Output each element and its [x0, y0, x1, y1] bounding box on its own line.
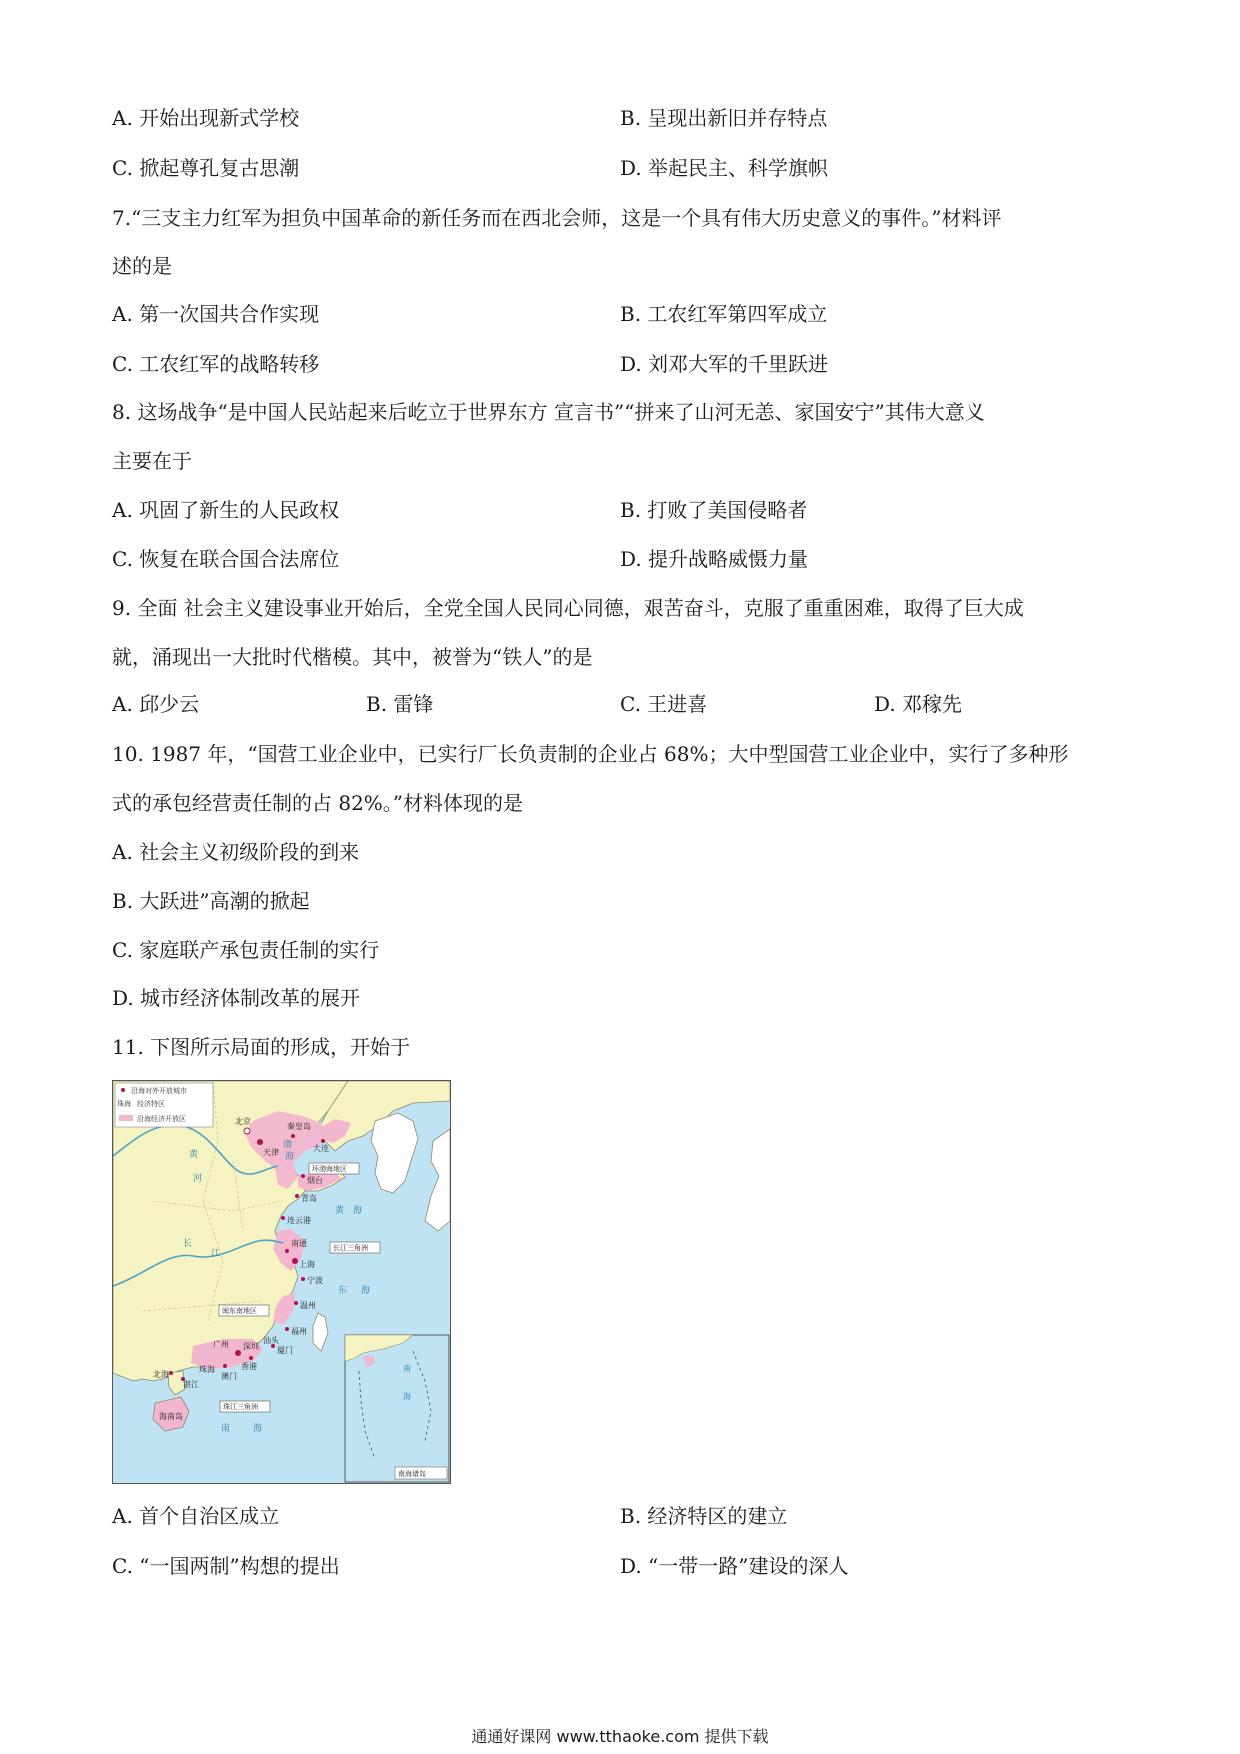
- q11-option-d: D. “一带一路”建设的深人: [620, 1554, 849, 1578]
- q8-option-a: A. 巩固了新生的人民政权: [112, 498, 340, 522]
- map-legend-zone-swatch: [119, 1115, 133, 1121]
- map-label-nantong: 南通: [291, 1239, 307, 1248]
- map-label-dalian: 大连: [313, 1144, 329, 1153]
- city-dot-shanghai: [292, 1258, 298, 1264]
- map-river-huang: 黄: [189, 1150, 199, 1160]
- q8-option-c: C. 恢复在联合国合法席位: [112, 547, 340, 571]
- q7-option-d: D. 刘邓大军的千里跃进: [620, 352, 829, 376]
- map-label-qingdao: 青岛: [301, 1194, 317, 1203]
- map-label-shantou: 汕头: [263, 1336, 279, 1345]
- map-sea-bo: 渤: [283, 1140, 293, 1150]
- q11-option-c: C. “一国两制”构想的提出: [112, 1554, 340, 1578]
- city-dot-beijing: [244, 1128, 250, 1134]
- map-legend-zhuhai: 珠海: [117, 1100, 131, 1108]
- map-label-ningbo: 宁波: [307, 1276, 323, 1285]
- map-legend-city-dot: [121, 1088, 125, 1092]
- map-label-xiamen: 厦门: [277, 1346, 293, 1355]
- city-dot-shenzhen: [249, 1356, 253, 1360]
- map-inset: [345, 1335, 449, 1482]
- map-callout-yangtze: 长江三角洲: [333, 1244, 368, 1252]
- q8-option-b: B. 打败了美国侵略者: [620, 498, 808, 522]
- q10-option-a: A. 社会主义初级阶段的到来: [112, 840, 360, 864]
- q10-stem-line1: 10. 1987 年，“国营工业企业中，已实行厂长负责制的企业占 68%；大中型国营工业企业中，实行了多种形: [112, 742, 1069, 766]
- q9-option-d: D. 邓稼先: [874, 692, 963, 716]
- city-dot-nantong: [285, 1249, 289, 1253]
- map-sea-huang-hai: 海: [353, 1206, 363, 1216]
- q11-option-b: B. 经济特区的建立: [620, 1504, 788, 1528]
- city-dot-qingdao: [295, 1194, 299, 1198]
- map-callout-bohai: 环渤海地区: [312, 1165, 347, 1173]
- q10-option-b: B. 大跃进”高潮的掀起: [112, 889, 310, 913]
- q7-stem-line1: 7.“三支主力红军为担负中国革命的新任务而在西北会师，这是一个具有伟大历史意义的事件。”材料评: [112, 206, 1002, 230]
- map-label-fuzhou: 福州: [291, 1327, 307, 1336]
- map-inset-hai: 海: [403, 1392, 411, 1401]
- map-drawing: [113, 1081, 450, 1483]
- page-footer: 通通好课网 www.tthaoke.com 提供下载: [471, 1727, 769, 1746]
- map-label-qinhuangdao: 秦皇岛: [287, 1122, 311, 1131]
- map-label-lianyungang: 连云港: [287, 1216, 311, 1225]
- map-label-beijing: 北京: [235, 1117, 251, 1126]
- map-label-wenzhou: 温州: [300, 1301, 316, 1310]
- map-legend-zone: 沿海经济开放区: [137, 1115, 186, 1123]
- map-label-tianjin: 天津: [263, 1148, 279, 1157]
- q9-option-b: B. 雷锋: [366, 692, 434, 716]
- city-dot-beihai: [169, 1371, 173, 1375]
- map-label-guangzhou: 广州: [213, 1340, 229, 1349]
- city-dot-zhuhai: [223, 1364, 227, 1368]
- map-label-zhanjiang: 湛江: [183, 1380, 199, 1389]
- city-dot-ningbo: [301, 1277, 305, 1281]
- map-sea-huang: 黄: [335, 1206, 345, 1216]
- q10-option-d: D. 城市经济体制改革的展开: [112, 986, 361, 1010]
- city-dot-lianyungang: [281, 1216, 285, 1220]
- q8-option-d: D. 提升战略威慑力量: [620, 547, 809, 571]
- q7-option-b: B. 工农红军第四军成立: [620, 302, 828, 326]
- city-dot-yantai: [301, 1174, 305, 1178]
- map-label-shenzhen: 深圳: [243, 1342, 259, 1351]
- q7-option-c: C. 工农红军的战略转移: [112, 352, 320, 376]
- map-label-zhuhai: 珠海: [199, 1365, 215, 1374]
- q7-option-a: A. 第一次国共合作实现: [112, 302, 320, 326]
- map-river-chang: 长: [183, 1239, 193, 1249]
- q8-stem-line1: 8. 这场战争“是中国人民站起来后屹立于世界东方 宣言书”“拼来了山河无恙、家国安宁”其伟大意义: [112, 400, 985, 424]
- map-label-yantai: 烟台: [307, 1176, 323, 1185]
- q6-option-c: C. 掀起尊孔复古思潮: [112, 156, 300, 180]
- q11-stem: 11. 下图所示局面的形成，开始于: [112, 1035, 411, 1059]
- map-callout-minnan: 闽东南地区: [222, 1307, 257, 1315]
- map-sea-nan: 南: [221, 1424, 231, 1434]
- q9-option-a: A. 邱少云: [112, 692, 200, 716]
- city-dot-dalian: [321, 1139, 325, 1143]
- map-sea-dong: 东: [338, 1286, 348, 1296]
- city-dot-qinhuangdao: [291, 1134, 295, 1138]
- q6-option-b: B. 呈现出新旧并存特点: [620, 106, 828, 130]
- map-sea-nan-hai: 海: [253, 1424, 263, 1434]
- q6-option-a: A. 开始出现新式学校: [112, 106, 300, 130]
- map-callout-pearl: 珠江三角洲: [223, 1403, 258, 1411]
- map-river-he: 河: [193, 1174, 203, 1184]
- q9-stem-line1: 9. 全面 社会主义建设事业开始后，全党全国人民同心同德，艰苦奋斗，克服了重重困难，取得了巨大成: [112, 596, 1024, 620]
- city-dot-wenzhou: [294, 1301, 298, 1305]
- q10-option-c: C. 家庭联产承包责任制的实行: [112, 938, 380, 962]
- city-dot-fuzhou: [285, 1327, 289, 1331]
- map-legend-sez: 经济特区: [137, 1100, 165, 1108]
- q8-stem-line2: 主要在于: [112, 449, 192, 473]
- q7-stem-line2: 述的是: [112, 254, 172, 278]
- map-inset-caption: 南海诸岛: [398, 1470, 426, 1478]
- map-river-jiang: 江: [211, 1249, 221, 1259]
- q9-option-c: C. 王进喜: [620, 692, 708, 716]
- map-sea-bo-hai: 海: [285, 1152, 295, 1162]
- map-inset-nan: 南: [403, 1364, 411, 1373]
- city-dot-guangzhou: [235, 1350, 241, 1356]
- city-dot-tianjin: [257, 1139, 263, 1145]
- map-label-hainan: 海南岛: [159, 1412, 183, 1421]
- q9-stem-line2: 就，涌现出一大批时代楷模。其中，被誉为“铁人”的是: [112, 645, 593, 669]
- map-label-macau: 澳门: [221, 1372, 237, 1381]
- map-sea-dong-hai: 海: [361, 1286, 371, 1296]
- map-label-shanghai: 上海: [299, 1260, 315, 1269]
- map-label-beihai: 北海: [153, 1370, 169, 1379]
- q10-stem-line2: 式的承包经营责任制的占 82%。”材料体现的是: [112, 791, 524, 815]
- coastal-open-areas-map: [112, 1080, 451, 1484]
- map-legend-city: 沿海对外开放城市: [131, 1087, 187, 1095]
- map-label-hongkong: 香港: [241, 1362, 257, 1371]
- q6-option-d: D. 举起民主、科学旗帜: [620, 156, 829, 180]
- q11-option-a: A. 首个自治区成立: [112, 1504, 280, 1528]
